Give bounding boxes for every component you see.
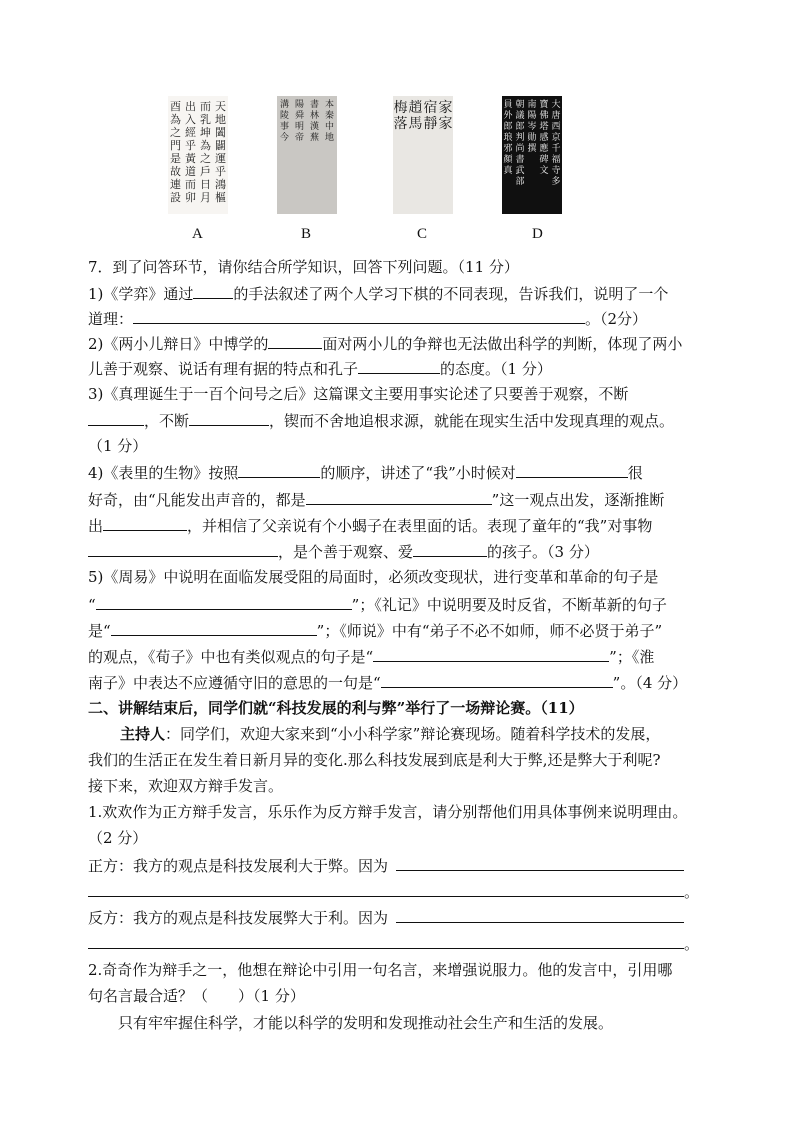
answer-blank[interactable]: [381, 672, 613, 688]
answer-blank[interactable]: [88, 410, 144, 426]
calligraphy-column: 陽舜明帝: [295, 100, 305, 143]
calligraphy-column: 溝陵事今: [280, 100, 290, 143]
calligraphy-column: 酉為之門是故連設: [170, 100, 181, 204]
calligraphy-column: 員外郎琅邪顏真: [503, 100, 513, 176]
q7-item-2-line-1: 2)《两小儿辩日》中博学的 面对两小儿的争辩也无法做出科学的判断，体现了两小: [88, 335, 683, 353]
q7-item-3-line-2: ，不断 ，锲而不舍地追根求源，就能在现实生活中发现真理的观点。: [88, 410, 674, 431]
answer-blank[interactable]: [306, 489, 492, 505]
answer-blank[interactable]: [88, 881, 684, 897]
answer-blank[interactable]: [96, 594, 352, 610]
q7-item-5-line-5: 南子》中表达不应遵循守旧的意思的一句是“ ”。（4 分）: [88, 674, 688, 692]
answer-blank[interactable]: [396, 907, 684, 923]
calligraphy-label-d: D: [532, 226, 543, 242]
calligraphy-column: 書林漢蕪: [310, 100, 320, 143]
q7-item-1-line-2: 道理： 。（2分）: [88, 310, 648, 328]
debate-question-2-line-2: 句名言最合适？（ ）（1 分）: [88, 987, 305, 1005]
calligraphy-column: 朝議郎判尚書武部: [515, 100, 525, 187]
pro-side-line: 正方：我方的观点是科技发展利大于弊。因为: [88, 855, 684, 876]
calligraphy-column: 梅落: [393, 100, 408, 132]
answer-blank[interactable]: [193, 283, 233, 299]
q7-item-4-line-4: ，是个善于观察、爱 的孩子。（3 分）: [88, 541, 599, 562]
answer-blank[interactable]: [238, 462, 320, 478]
answer-blank[interactable]: [88, 933, 684, 949]
calligraphy-column: 南陽岑勛撰: [527, 100, 537, 154]
calligraphy-column: 大唐西京千福寺多: [551, 100, 561, 187]
debater-quote-speech: 只有牢牢握住科学，才能以科学的发明和发现推动社会生产和生活的发展。: [118, 1014, 614, 1032]
answer-blank[interactable]: [88, 541, 278, 557]
q7-item-1-line-1: 1)《学弈》通过 的手法叙述了两个人学习下棋的不同表现，告诉我们，说明了一个: [88, 285, 669, 303]
calligraphy-column: 家家: [438, 100, 453, 132]
answer-blank[interactable]: [189, 410, 269, 426]
q7-item-4-line-2: 好奇，由“凡能发出声音的，都是 ”这一观点出发，逐渐推断: [88, 491, 665, 509]
calligraphy-column: 本秦中地: [325, 100, 335, 143]
question-7-title: 7．到了问答环节，请你结合所学知识，回答下列问题。（11 分）: [88, 258, 519, 276]
calligraphy-column: 趙馬: [408, 100, 423, 132]
host-line-1: 主持人：同学们，欢迎大家来到“小小科学家”辩论赛现场。随着科学技术的发展，: [120, 725, 661, 743]
q7-item-5-line-4: 的观点，《荀子》中也有类似观点的句子是“ ”；《淮: [88, 648, 655, 666]
debate-question-1-line-2: （2 分）: [88, 829, 148, 847]
debate-question-2-line-1: 2.奇奇作为辩手之一，他想在辩论中引用一句名言，来增强说服力。他的发言中，引用哪: [88, 961, 673, 979]
answer-blank[interactable]: [268, 333, 322, 349]
calligraphy-image-c: [393, 96, 453, 214]
pro-side-continuation: 。: [88, 881, 699, 902]
answer-blank[interactable]: [373, 646, 609, 662]
q7-item-3-line-3: （1 分）: [88, 437, 148, 455]
calligraphy-image-b: [277, 96, 337, 214]
q7-item-3-line-1: 3)《真理诞生于一百个问号之后》这篇课文主要用事实论述了只要善于观察，不断: [88, 385, 629, 403]
calligraphy-column: 天地闔闢運乎鴻樞: [215, 100, 226, 204]
host-line-2: 我们的生活正在发生着日新月异的变化.那么科技发展到底是利大于弊,还是弊大于利呢?: [88, 751, 661, 769]
answer-blank[interactable]: [111, 620, 317, 636]
section-2-title: 二、讲解结束后，同学们就“科技发展的利与弊”举行了一场辩论赛。（11）: [88, 699, 584, 717]
con-side-continuation: 。: [88, 933, 699, 954]
answer-blank[interactable]: [413, 541, 487, 557]
con-side-line: 反方：我方的观点是科技发展弊大于利。因为: [88, 907, 684, 928]
answer-blank[interactable]: [396, 855, 684, 871]
calligraphy-label-a: A: [192, 226, 203, 242]
calligraphy-label-b: B: [301, 226, 312, 242]
calligraphy-label-c: C: [417, 226, 428, 242]
q7-item-4-line-1: 4)《表里的生物》按照 的顺序，讲述了“我”小时候对 很: [88, 464, 643, 482]
q7-item-4-line-3: 出 ，并相信了父亲说有个小蝎子在表里面的话。表现了童年的“我”对事物: [88, 517, 653, 535]
calligraphy-image-a: [168, 96, 228, 214]
calligraphy-image-d: [502, 96, 562, 214]
calligraphy-column: 出入經乎黃道而卯: [185, 100, 196, 204]
answer-blank[interactable]: [133, 308, 585, 324]
answer-blank[interactable]: [516, 462, 628, 478]
answer-blank[interactable]: [358, 358, 440, 374]
debate-question-1-line-1: 1.欢欢作为正方辩手发言，乐乐作为反方辩手发言，请分别帮他们用具体事例来说明理由。: [88, 803, 688, 821]
q7-item-5-line-2: “ ”；《礼记》中说明要及时反省，不断革新的句子: [88, 596, 667, 614]
host-line-3: 接下来，欢迎双方辩手发言。: [88, 777, 284, 795]
calligraphy-column: 寶佛塔感應碑文: [539, 100, 549, 176]
calligraphy-column: 而乳坤為之戶日月: [200, 100, 211, 204]
calligraphy-column: 宿靜: [423, 100, 438, 132]
q7-item-5-line-3: 是“ ”；《师说》中有“弟子不必不如师，师不必贤于弟子”: [88, 622, 663, 640]
q7-item-2-line-2: 儿善于观察、说话有理有据的特点和孔子 的态度。（1 分）: [88, 360, 552, 378]
q7-item-5-line-1: 5)《周易》中说明在面临发展受阻的局面时，必须改变现状，进行变革和革命的句子是: [88, 568, 659, 586]
answer-blank[interactable]: [103, 515, 187, 531]
